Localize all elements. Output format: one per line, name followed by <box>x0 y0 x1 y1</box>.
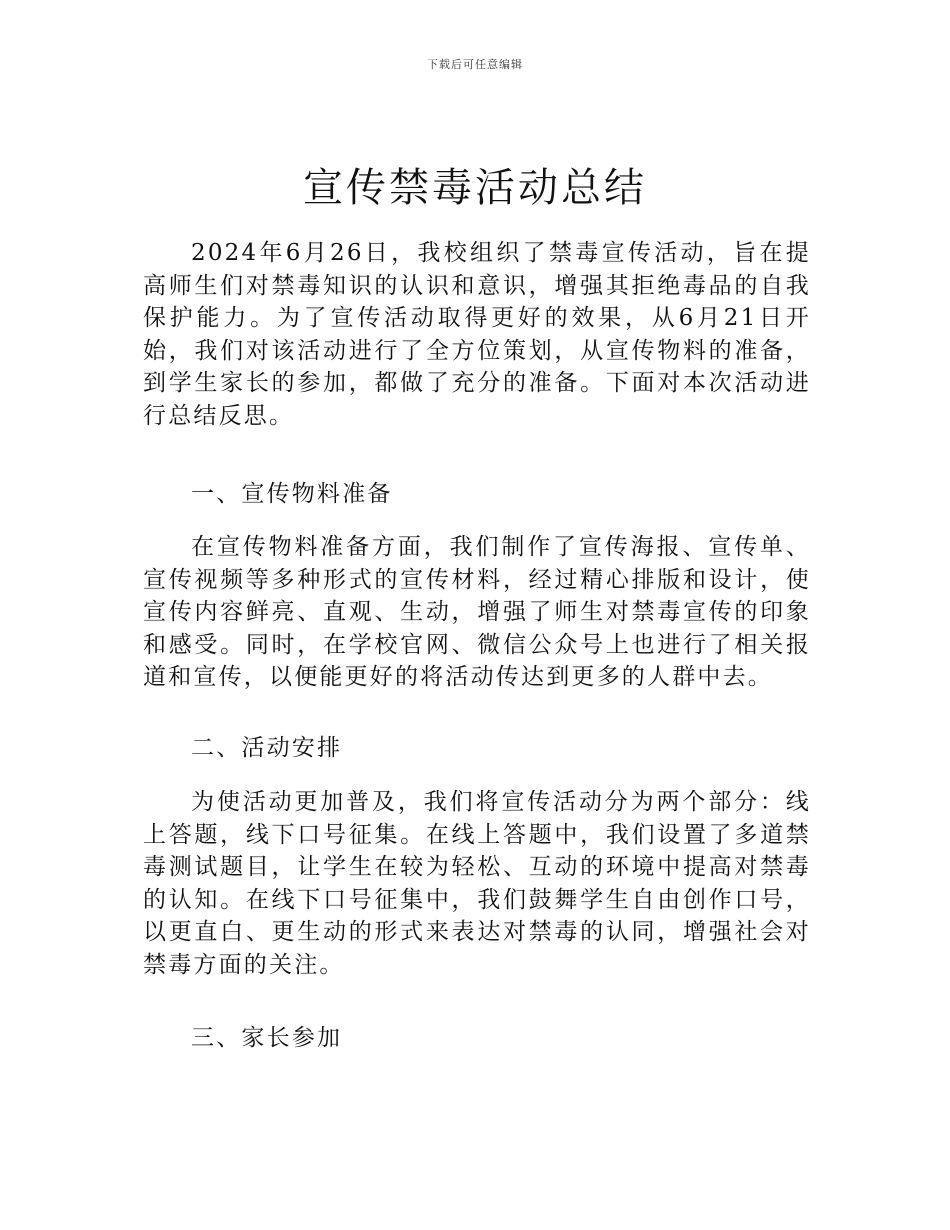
section-heading-materials: 一、宣传物料准备 <box>191 481 393 507</box>
section-heading-parents: 三、家长参加 <box>191 1025 343 1051</box>
intro-paragraph: 2024年6月26日，我校组织了禁毒宣传活动，旨在提高师生们对禁毒知识的认识和意识，增强其拒绝毒品的自我保护能力。为了宣传活动取得更好的效果，从6月21日开始，我们对该活动进行了全方位策划，从宣传物料的准备，到学生家长的参加，都做了充分的准备。下面对本次活动进行总结反思。 <box>143 240 811 429</box>
materials-paragraph: 在宣传物料准备方面，我们制作了宣传海报、宣传单、宣传视频等多种形式的宣传材料，经过精心排版和设计，使宣传内容鲜亮、直观、生动，增强了师生对禁毒宣传的印象和感受。同时，在学校官网、微信公众号上也进行了相关报道和宣传，以便能更好的将活动传达到更多的人群中去。 <box>143 534 811 690</box>
header-note: 下载后可任意编辑 <box>427 58 523 71</box>
document-title: 宣传禁毒活动总结 <box>303 165 647 211</box>
arrangement-paragraph: 为使活动更加普及，我们将宣传活动分为两个部分：线上答题，线下口号征集。在线上答题中，我们设置了多道禁毒测试题目，让学生在较为轻松、互动的环境中提高对禁毒的认知。在线下口号征集中，我们鼓舞学生自由创作口号，以更直白、更生动的形式来表达对禁毒的认同，增强社会对禁毒方面的关注。 <box>143 789 811 978</box>
section-heading-arrangement: 二、活动安排 <box>191 735 343 761</box>
